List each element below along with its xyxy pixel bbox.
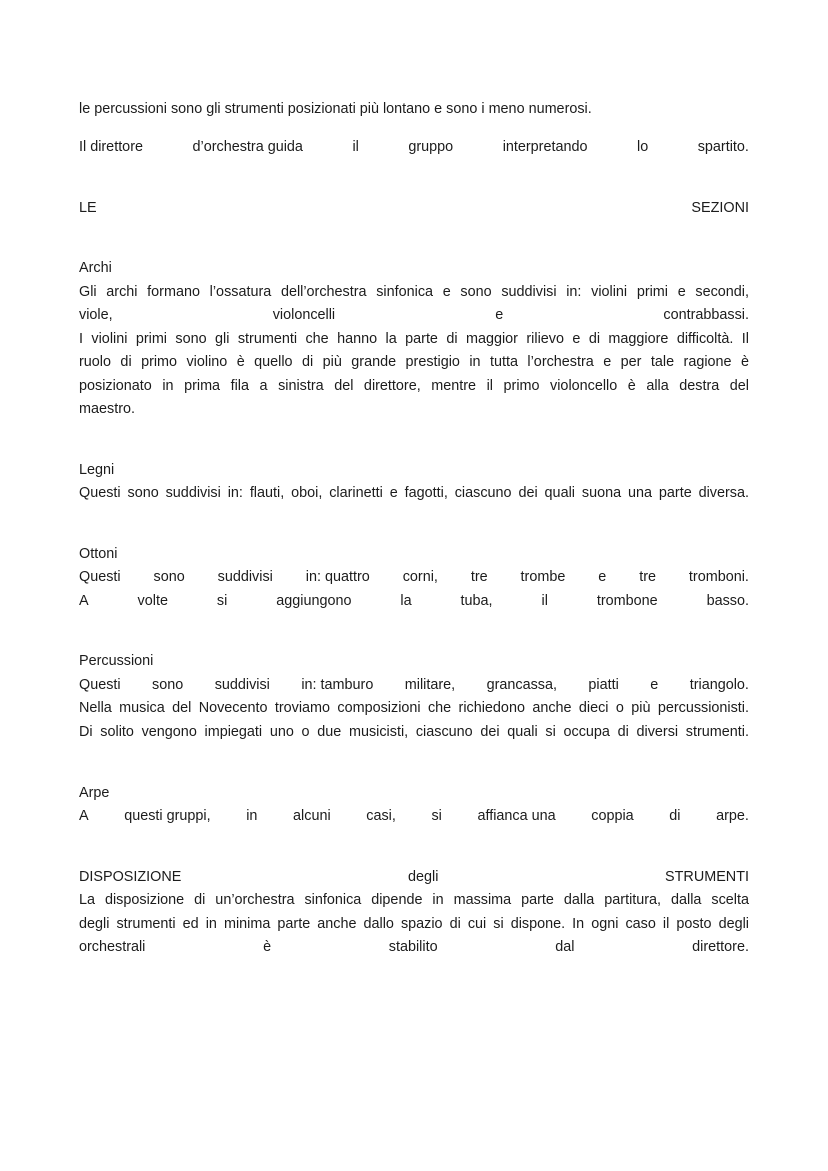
ottoni-line-2-word: basso. [706, 593, 749, 609]
arpe-line-1-word: affianca una [477, 808, 556, 824]
intro-line-2-word: spartito. [697, 139, 749, 155]
arpe-line-1-word: in [246, 808, 258, 824]
percussioni-line-1-word: e [650, 677, 659, 693]
ottoni-title: Ottoni [79, 546, 118, 562]
archi-line-2-word: e [495, 307, 504, 323]
disposizione-heading [79, 867, 749, 887]
intro-line-2-word: il [352, 139, 359, 155]
arpe-line-1-word: arpe. [716, 808, 749, 824]
percussioni-line-1 [79, 675, 749, 695]
archi-line-2 [79, 305, 749, 325]
ottoni-line-1-word: trombe [520, 569, 566, 585]
ottoni-line-2-word: tuba, [460, 593, 493, 609]
archi-title: Archi [79, 260, 112, 276]
percussioni-title: Percussioni [79, 653, 154, 669]
percussioni-line-3: Di solito vengono impiegati uno o due musicisti, ciascuno dei quali si occupa di diversi strumenti. [79, 724, 749, 740]
ottoni-line-2-word: volte [137, 593, 168, 609]
arpe-title: Arpe [79, 785, 110, 801]
sections-heading [79, 198, 749, 218]
disposizione-line-3-word: orchestrali [79, 939, 146, 955]
legni-line-1: Questi sono suddivisi in: flauti, oboi, clarinetti e fagotti, ciascuno dei quali suona una parte diversa. [79, 485, 749, 501]
ottoni-line-1-word: tre [639, 569, 656, 585]
disposizione-line-2: degli strumenti ed in minima parte anche dallo spazio di cui si dispone. In ogni caso il posto degli [79, 916, 749, 932]
disposizione-line-3-word: direttore. [692, 939, 749, 955]
disposizione-line-3-word: dal [555, 939, 575, 955]
arpe-line-1-word: A [79, 808, 89, 824]
arpe-line-1-word: coppia [591, 808, 634, 824]
ottoni-line-2-word: trombone [596, 593, 658, 609]
arpe-line-1-word: casi, [366, 808, 396, 824]
ottoni-line-2-word: aggiungono [276, 593, 352, 609]
intro-line-1: le percussioni sono gli strumenti posizionati più lontano e sono i meno numerosi. [79, 101, 592, 117]
disposizione-line-3 [79, 937, 749, 957]
disposizione-heading-word: degli [408, 869, 439, 885]
disposizione-line-1: La disposizione di un’orchestra sinfonica dipende in massima parte dalla partitura, dalla scelta [79, 892, 749, 908]
ottoni-line-1-word: Questi [79, 569, 121, 585]
arpe-line-1-word: di [669, 808, 681, 824]
archi-line-2-word: contrabbassi. [663, 307, 749, 323]
intro-line-2 [79, 137, 749, 157]
ottoni-line-2-word: A [79, 593, 89, 609]
percussioni-line-2: Nella musica del Novecento troviamo composizioni che richiedono anche dieci o più percussionisti. [79, 700, 749, 716]
arpe-line-1-word: si [431, 808, 442, 824]
ottoni-line-1-word: suddivisi [217, 569, 273, 585]
intro-line-2-word: interpretando [502, 139, 588, 155]
percussioni-line-1-word: suddivisi [214, 677, 270, 693]
legni-title: Legni [79, 462, 115, 478]
ottoni-line-2-word: la [400, 593, 412, 609]
archi-line-2-word: viole, [79, 307, 113, 323]
ottoni-line-2 [79, 591, 749, 611]
archi-line-3: I violini primi sono gli strumenti che hanno la parte di maggior rilievo e di maggiore difficoltà. Il [79, 331, 749, 347]
ottoni-line-2-word: si [216, 593, 228, 609]
archi-line-6: maestro. [79, 401, 135, 417]
disposizione-heading-word: STRUMENTI [665, 869, 749, 885]
percussioni-line-1-word: militare, [404, 677, 456, 693]
ottoni-line-1-word: in: quattro [305, 569, 370, 585]
archi-line-2-word: violoncelli [272, 307, 336, 323]
percussioni-line-1-word: in: tamburo [301, 677, 374, 693]
percussioni-line-1-word: triangolo. [689, 677, 749, 693]
ottoni-line-1-word: e [598, 569, 607, 585]
archi-line-5: posizionato in prima fila a sinistra del direttore, mentre il primo violoncello è alla destra del [79, 378, 749, 394]
disposizione-line-3-word: è [263, 939, 272, 955]
archi-line-4: ruolo di primo violino è quello di più grande prestigio in tutta l’orchestra e per tale ragione è [79, 354, 749, 370]
ottoni-line-1-word: tre [470, 569, 488, 585]
archi-line-1: Gli archi formano l’ossatura dell’orchestra sinfonica e sono suddivisi in: violini primi e secondi, [79, 284, 749, 300]
intro-line-2-word: Il direttore [79, 139, 143, 155]
intro-line-2-word: gruppo [408, 139, 454, 155]
sections-heading-word: SEZIONI [691, 200, 749, 216]
ottoni-line-1-word: corni, [402, 569, 438, 585]
percussioni-line-1-word: grancassa, [486, 677, 557, 693]
percussioni-line-1-word: Questi [79, 677, 121, 693]
intro-line-2-word: lo [637, 139, 649, 155]
arpe-line-1-word: alcuni [293, 808, 331, 824]
arpe-line-1-word: questi gruppi, [124, 808, 211, 824]
ottoni-line-1 [79, 567, 749, 587]
ottoni-line-1-word: sono [153, 569, 185, 585]
disposizione-line-3-word: stabilito [388, 939, 438, 955]
percussioni-line-1-word: piatti [588, 677, 619, 693]
ottoni-line-1-word: tromboni. [688, 569, 749, 585]
sections-heading-word: LE [79, 200, 97, 216]
arpe-line-1 [79, 806, 749, 826]
percussioni-line-1-word: sono [152, 677, 184, 693]
intro-line-2-word: d’orchestra guida [192, 139, 303, 155]
disposizione-heading-word: DISPOSIZIONE [79, 869, 182, 885]
ottoni-line-2-word: il [541, 593, 548, 609]
